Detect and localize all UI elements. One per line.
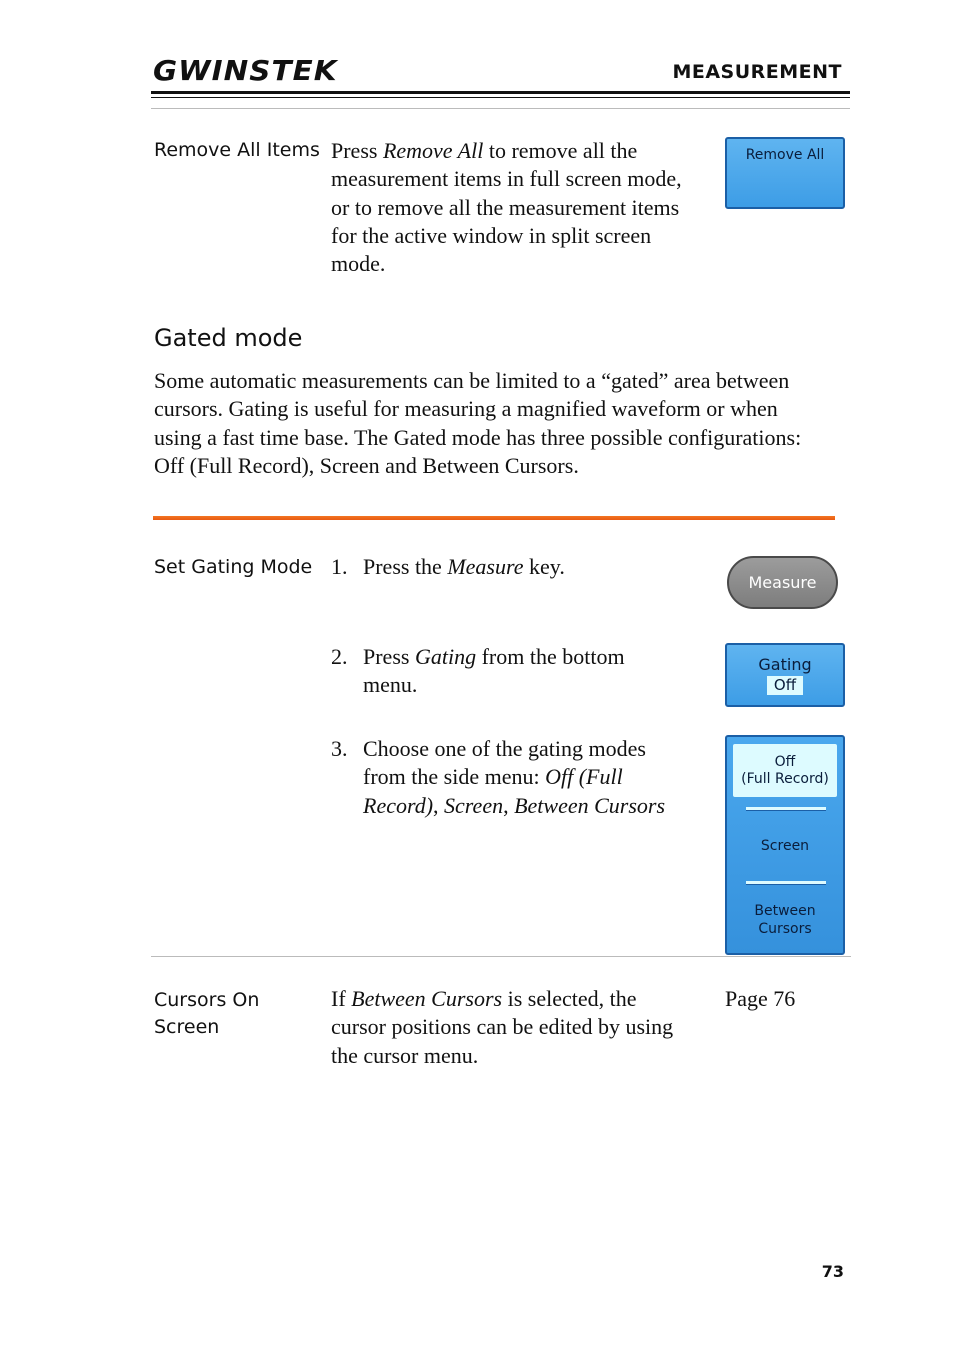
italic-term: Measure [447,554,524,579]
off-line1: Off [774,753,796,770]
section-divider [151,956,851,957]
screen-label: Screen [760,838,810,854]
side-menu-screen[interactable] [727,837,843,855]
text-run: from the bottom menu. [363,644,625,698]
header-divider [151,108,850,109]
header-rule [151,91,850,94]
step-1-text [363,553,693,581]
remove-all-button[interactable] [725,137,845,209]
side-menu-off-full-record[interactable] [733,744,837,797]
text-run: If [331,986,352,1011]
orange-rule [153,516,835,520]
measure-key[interactable] [727,556,838,609]
header-rule-thin [151,97,850,98]
gwinstek-logo: GWINSTEK [153,54,338,87]
remove-all-label: Remove All Items [154,139,320,161]
gating-button-value: Off [767,676,803,695]
remove-all-button-label: Remove All [745,147,825,163]
italic-term: Between Cursors [351,986,503,1011]
italic-term: Gating [414,644,477,669]
between-line2: Cursors [758,921,812,937]
text-run: Choose one of the gating modes from the side menu: [363,736,646,790]
step-2-text [363,643,683,700]
cursors-label-line1: Cursors On [154,989,260,1011]
page-reference[interactable]: Page 76 [725,986,796,1011]
gated-mode-intro: Some automatic measurements can be limited to a “gated” area between cursors. Gating is useful for measuring a magnified waveform or when using a fast time base. The Gated mode has three possible configurations: Off (Full Record), Screen and Between Cursors. [154,368,802,478]
text-run: , [503,792,515,818]
step-1-number: 1. [331,554,348,579]
gated-mode-heading: Gated mode [154,324,303,352]
cursors-label-line2: Screen [154,1016,220,1038]
off-line2: (Full Record) [741,770,829,787]
side-menu-between-cursors[interactable] [727,902,843,938]
text-run: is selected, the cursor positions can be edited by using the cursor menu. [331,986,674,1068]
text-run: , [433,792,445,818]
step-3-text [363,735,693,820]
cursors-text [331,985,676,1070]
italic-term: Off (Full Record) [363,764,623,818]
measure-key-label: Measure [748,573,817,592]
text-run: Press [363,644,415,669]
set-gating-label: Set Gating Mode [154,556,313,578]
side-menu-separator [746,807,826,811]
page-number: 73 [821,1262,844,1281]
remove-all-text [331,137,696,278]
section-title: MEASUREMENT [672,61,842,83]
italic-term: Remove All [382,138,484,163]
step-3-number: 3. [331,736,348,761]
italic-term: Screen [444,792,504,818]
side-menu-separator [746,881,826,885]
cursors-label [154,987,259,1041]
gating-side-menu [725,735,845,955]
text-run: key. [523,554,565,579]
gating-button[interactable] [725,643,845,707]
text-run: Press [331,138,383,163]
italic-term: Between Cursors [514,792,666,818]
text-run: Press the [363,554,448,579]
step-2-number: 2. [331,644,348,669]
text-run: to remove all the measurement items in full screen mode, or to remove all the measurement items for the active window in split screen mode. [331,138,682,277]
between-line1: Between [754,903,816,919]
gating-button-title: Gating [758,655,812,674]
